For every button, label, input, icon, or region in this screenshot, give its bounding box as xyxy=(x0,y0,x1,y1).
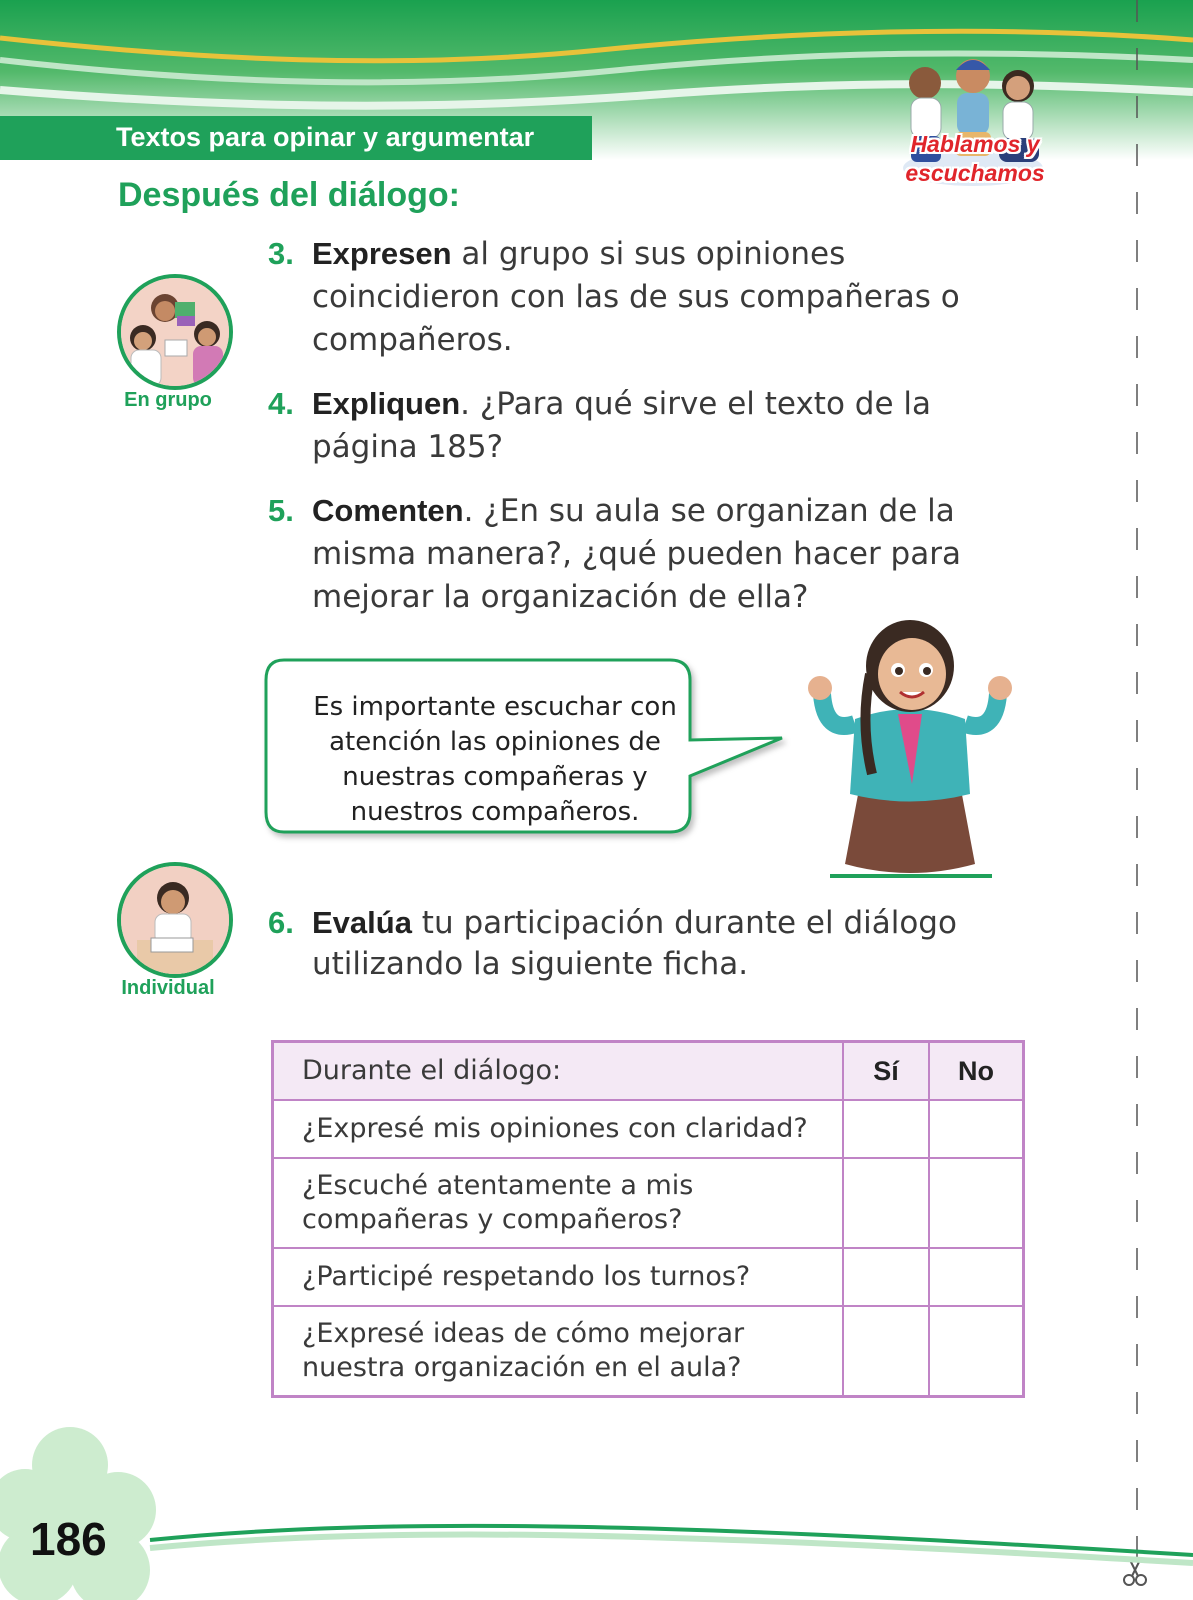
table-row-question: ¿Escuché atentamente a mis compañeras y compañeros? xyxy=(273,1158,844,1248)
table-header-row xyxy=(273,1042,1024,1101)
section-banner xyxy=(0,116,592,160)
table-row xyxy=(273,1100,1024,1158)
individual-work-icon xyxy=(117,862,233,978)
item-text: . ¿Para qué sirve el texto de la página 185? xyxy=(312,386,931,465)
yes-checkbox-cell[interactable] xyxy=(843,1100,929,1158)
item-text: al grupo si sus opiniones coincidieron con las de sus compañeras o compañeros. xyxy=(312,236,960,358)
item-number: 4. xyxy=(268,386,294,421)
page-title: Después del diálogo: xyxy=(118,176,460,214)
table-row-question: ¿Expresé mis opiniones con claridad? xyxy=(273,1100,844,1158)
hablamos-escuchamos-badge xyxy=(880,130,1070,188)
group-work-icon xyxy=(117,274,233,390)
group-label: En grupo xyxy=(124,389,212,411)
instruction-item-5 xyxy=(268,489,1008,619)
badge-line-1: Hablamos y xyxy=(910,131,1040,157)
table-row-question: ¿Expresé ideas de cómo mejorar nuestra organización en el aula? xyxy=(273,1306,844,1397)
item-verb: Expresen xyxy=(312,236,452,271)
no-checkbox-cell[interactable] xyxy=(929,1248,1024,1306)
yes-checkbox-cell[interactable] xyxy=(843,1248,929,1306)
item-verb: Evalúa xyxy=(312,905,412,940)
yes-checkbox-cell[interactable] xyxy=(843,1306,929,1397)
item-number: 6. xyxy=(268,905,294,940)
footer-decoration xyxy=(0,1420,1193,1600)
item-text: . ¿En su aula se organizan de la misma manera?, ¿qué pueden hacer para mejorar la organización de ella? xyxy=(312,493,961,615)
page-number: 186 xyxy=(30,1513,107,1565)
item-number: 5. xyxy=(268,493,294,528)
item-number: 3. xyxy=(268,236,294,271)
item-verb: Comenten xyxy=(312,493,464,528)
table-row-question: ¿Participé respetando los turnos? xyxy=(273,1248,844,1306)
dashed-cut-line xyxy=(1134,0,1140,1600)
section-title: Textos para opinar y argumentar xyxy=(116,122,535,152)
individual-label: Individual xyxy=(121,977,215,999)
yes-checkbox-cell[interactable] xyxy=(843,1158,929,1248)
instruction-item-3 xyxy=(268,232,1008,362)
table-row xyxy=(273,1248,1024,1306)
instruction-item-4 xyxy=(268,382,1008,469)
girl-illustration xyxy=(800,614,1030,884)
speech-bubble-text: Es importante escuchar con atención las opiniones de nuestras compañeras y nuestros compañeros. xyxy=(313,692,677,827)
table-row xyxy=(273,1306,1024,1397)
item-verb: Expliquen xyxy=(312,386,461,421)
no-checkbox-cell[interactable] xyxy=(929,1158,1024,1248)
table-row xyxy=(273,1158,1024,1248)
badge-line-2: escuchamos xyxy=(905,160,1045,186)
item-text: tu participación durante el diálogo utilizando la siguiente ficha. xyxy=(312,905,957,982)
instruction-item-6 xyxy=(268,902,1008,985)
evaluation-table xyxy=(271,1040,1025,1398)
no-checkbox-cell[interactable] xyxy=(929,1100,1024,1158)
table-header-no: No xyxy=(929,1042,1024,1101)
no-checkbox-cell[interactable] xyxy=(929,1306,1024,1397)
table-header-yes: Sí xyxy=(843,1042,929,1101)
table-header-question: Durante el diálogo: xyxy=(273,1042,844,1101)
